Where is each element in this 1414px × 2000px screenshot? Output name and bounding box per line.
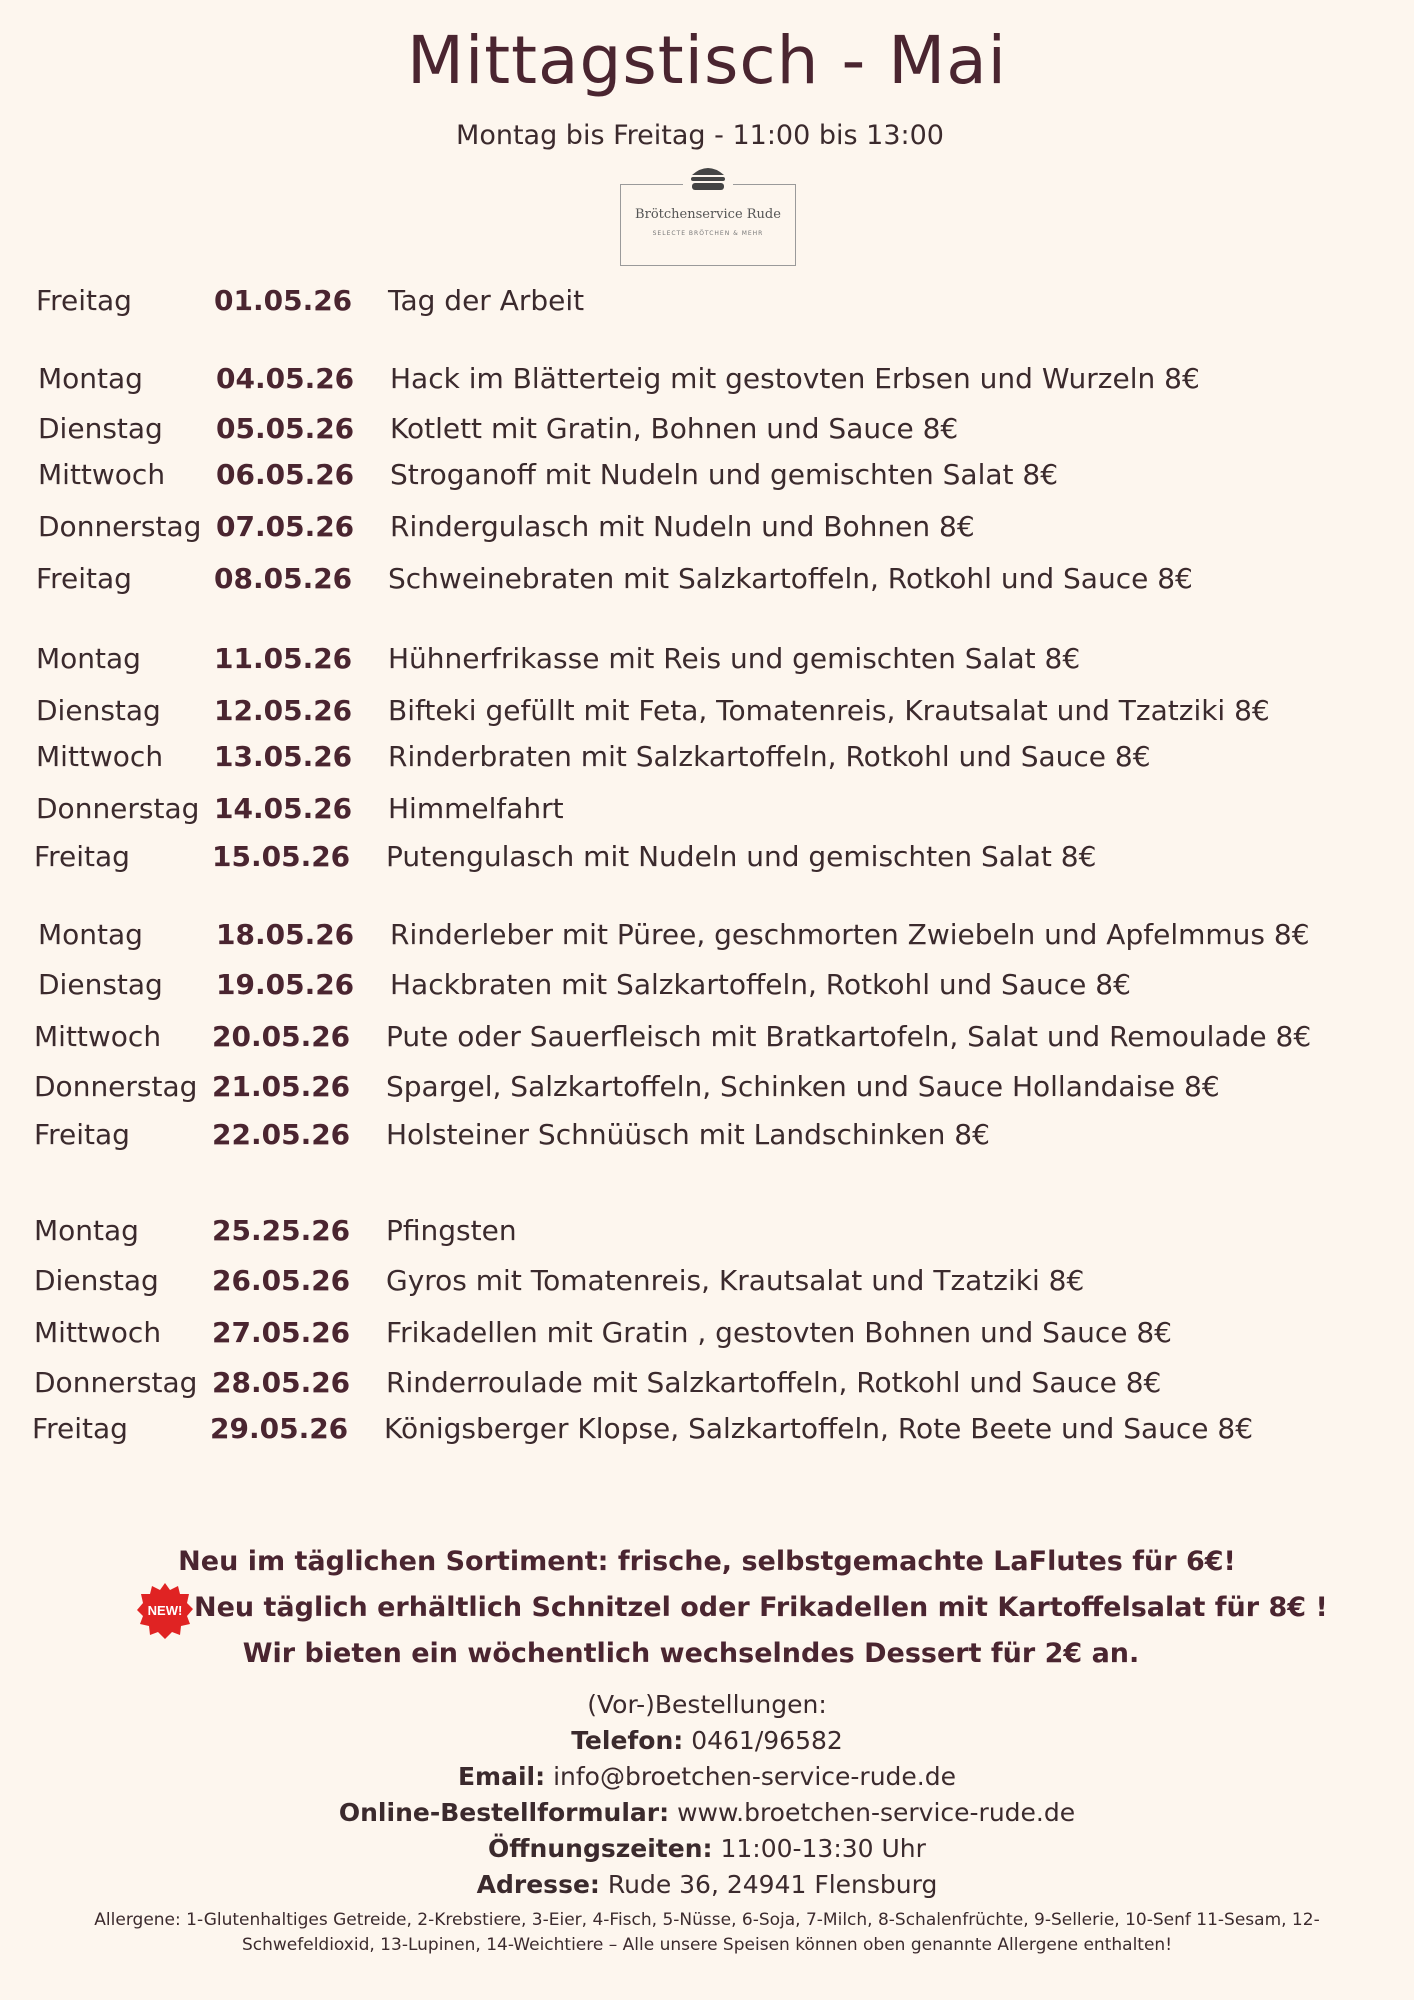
contact-email <box>0 1762 1414 1791</box>
opening-subtitle: Montag bis Freitag - 11:00 bis 13:00 <box>456 120 944 151</box>
email-value[interactable]: info@broetchen-service-rude.de <box>553 1762 957 1791</box>
menu-day: Mittwoch <box>34 1316 162 1349</box>
menu-day: Donnerstag <box>38 510 202 543</box>
menu-day: Freitag <box>32 1412 128 1445</box>
contact-address <box>0 1870 1414 1899</box>
menu-dish: Gyros mit Tomatenreis, Krautsalat und Tzatziki 8€ <box>386 1264 1085 1297</box>
menu-day: Montag <box>36 642 141 675</box>
menu-dish: Frikadellen mit Gratin , gestovten Bohnen und Sauce 8€ <box>386 1316 1172 1349</box>
menu-dish: Rindergulasch mit Nudeln und Bohnen 8€ <box>390 510 975 543</box>
menu-dish: Spargel, Salzkartoffeln, Schinken und Sauce Hollandaise 8€ <box>386 1070 1220 1103</box>
logo-tagline: SELECTE BRÖTCHEN & MEHR <box>652 230 764 237</box>
menu-day: Dienstag <box>34 1264 159 1297</box>
page-title: Mittagstisch - Mai <box>407 22 1007 99</box>
menu-date: 21.05.26 <box>212 1070 351 1103</box>
menu-date: 15.05.26 <box>212 840 351 873</box>
menu-day: Montag <box>38 918 143 951</box>
menu-date: 19.05.26 <box>216 968 355 1001</box>
menu-day: Freitag <box>36 562 132 595</box>
menu-date: 01.05.26 <box>214 284 353 317</box>
logo-name: Brötchenservice Rude <box>635 207 781 222</box>
menu-date: 11.05.26 <box>214 642 353 675</box>
menu-date: 28.05.26 <box>212 1366 351 1399</box>
menu-date: 12.05.26 <box>214 694 353 727</box>
menu-day: Donnerstag <box>34 1070 198 1103</box>
address-value: Rude 36, 24941 Flensburg <box>607 1870 938 1899</box>
note-dessert: Wir bieten ein wöchentlich wechselndes Dessert für 2€ an. <box>242 1638 1140 1669</box>
menu-date: 04.05.26 <box>216 362 355 395</box>
menu-dish: Himmelfahrt <box>388 792 564 825</box>
menu-dish: Rinderleber mit Püree, geschmorten Zwiebeln und Apfelmmus 8€ <box>390 918 1310 951</box>
menu-dish: Königsberger Klopse, Salzkartoffeln, Rote Beete und Sauce 8€ <box>384 1412 1254 1445</box>
menu-dish: Rinderbraten mit Salzkartoffeln, Rotkohl und Sauce 8€ <box>388 740 1151 773</box>
menu-dish: Kotlett mit Gratin, Bohnen und Sauce 8€ <box>390 412 959 445</box>
menu-date: 22.05.26 <box>212 1118 351 1151</box>
menu-dish: Stroganoff mit Nudeln und gemischten Salat 8€ <box>390 458 1059 491</box>
menu-day: Freitag <box>34 840 130 873</box>
hours-value: 11:00-13:30 Uhr <box>720 1834 926 1863</box>
menu-dish: Bifteki gefüllt mit Feta, Tomatenreis, Krautsalat und Tzatziki 8€ <box>388 694 1270 727</box>
menu-dish: Hühnerfrikasse mit Reis und gemischten Salat 8€ <box>388 642 1081 675</box>
menu-date: 14.05.26 <box>214 792 353 825</box>
menu-day: Montag <box>34 1214 139 1247</box>
menu-day: Freitag <box>36 284 132 317</box>
menu-date: 20.05.26 <box>212 1020 351 1053</box>
phone-value[interactable]: 0461/96582 <box>691 1726 843 1755</box>
contact-phone <box>0 1726 1414 1755</box>
menu-dish: Schweinebraten mit Salzkartoffeln, Rotkohl und Sauce 8€ <box>388 562 1193 595</box>
menu-day: Donnerstag <box>36 792 200 825</box>
phone-label: Telefon: <box>571 1726 684 1755</box>
email-label: Email: <box>457 1762 546 1791</box>
menu-date: 06.05.26 <box>216 458 355 491</box>
menu-dish: Pute oder Sauerfleisch mit Bratkartofeln, Salat und Remoulade 8€ <box>386 1020 1312 1053</box>
menu-day: Donnerstag <box>34 1366 198 1399</box>
menu-dish: Hack im Blätterteig mit gestovten Erbsen und Wurzeln 8€ <box>390 362 1200 395</box>
menu-date: 08.05.26 <box>214 562 353 595</box>
hours-label: Öffnungszeiten: <box>488 1834 713 1863</box>
menu-date: 07.05.26 <box>216 510 355 543</box>
menu-day: Freitag <box>34 1118 130 1151</box>
logo <box>620 184 796 266</box>
menu-date: 29.05.26 <box>210 1412 349 1445</box>
menu-day: Montag <box>38 362 143 395</box>
menu-date: 18.05.26 <box>216 918 355 951</box>
allergen-line-1: Allergene: 1-Glutenhaltiges Getreide, 2-Krebstiere, 3-Eier, 4-Fisch, 5-Nüsse, 6-Soja, 7-Milch, 8-Schalenfrüchte, 9-Sellerie, 10-Senf 11-Sesam, 12- <box>94 1910 1320 1930</box>
menu-day: Dienstag <box>38 412 163 445</box>
menu-date: 26.05.26 <box>212 1264 351 1297</box>
note-schnitzel: Neu täglich erhältlich Schnitzel oder Frikadellen mit Kartoffelsalat für 8€ ! <box>194 1592 1328 1623</box>
contact-hours <box>0 1834 1414 1863</box>
form-link[interactable]: www.broetchen-service-rude.de <box>677 1798 1076 1827</box>
burger-icon <box>683 159 733 195</box>
menu-date: 05.05.26 <box>216 412 355 445</box>
menu-day: Dienstag <box>36 694 161 727</box>
menu-day: Mittwoch <box>36 740 164 773</box>
allergen-line-2: Schwefeldioxid, 13-Lupinen, 14-Weichtiere – Alle unsere Speisen können oben genannte Allergene enthalten! <box>241 1935 1173 1955</box>
menu-dish: Putengulasch mit Nudeln und gemischten Salat 8€ <box>386 840 1097 873</box>
menu-dish: Pfingsten <box>386 1214 517 1247</box>
menu-dish: Tag der Arbeit <box>388 284 585 317</box>
menu-dish: Hackbraten mit Salzkartoffeln, Rotkohl und Sauce 8€ <box>390 968 1131 1001</box>
menu-date: 13.05.26 <box>214 740 353 773</box>
order-heading: (Vor-)Bestellungen: <box>587 1690 827 1719</box>
menu-date: 27.05.26 <box>212 1316 351 1349</box>
menu-day: Dienstag <box>38 968 163 1001</box>
new-badge-label: NEW! <box>147 1603 183 1618</box>
note-laflutes: Neu im täglichen Sortiment: frische, selbstgemachte LaFlutes für 6€! <box>178 1546 1236 1577</box>
menu-day: Mittwoch <box>38 458 166 491</box>
contact-form <box>0 1798 1414 1827</box>
address-label: Adresse: <box>476 1870 600 1899</box>
menu-day: Mittwoch <box>34 1020 162 1053</box>
new-badge <box>136 1582 194 1640</box>
menu-date: 25.25.26 <box>212 1214 351 1247</box>
allergen-info <box>40 1908 1374 1958</box>
menu-dish: Rinderroulade mit Salzkartoffeln, Rotkohl und Sauce 8€ <box>386 1366 1162 1399</box>
menu-dish: Holsteiner Schnüüsch mit Landschinken 8€ <box>386 1118 990 1151</box>
form-label: Online-Bestellformular: <box>338 1798 670 1827</box>
